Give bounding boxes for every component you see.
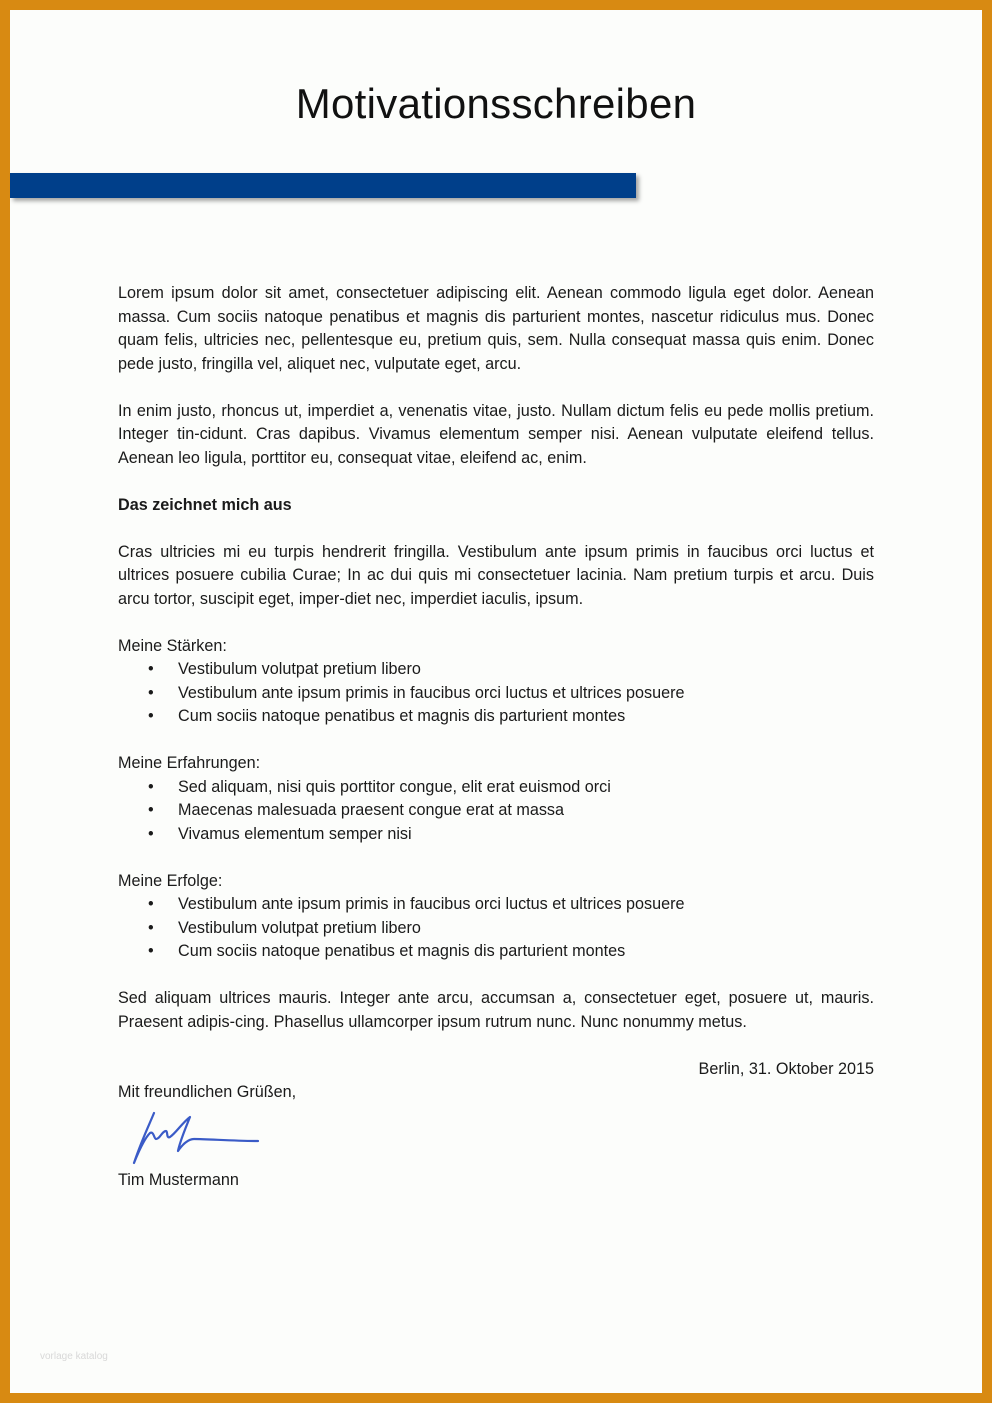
letter-body	[118, 282, 874, 1192]
list-item	[148, 940, 874, 964]
section-heading: Das zeichnet mich aus	[118, 495, 292, 514]
list-item	[148, 776, 874, 800]
bullet-icon: •	[148, 683, 154, 702]
paragraph-second: In enim justo, rhoncus ut, imperdiet a, venenatis vitae, justo. Nullam dictum felis eu pede mollis pretium. Integer tin-cidunt. Cras dapibus. Vivamus elementum semper nisi. Aenean vulputate eleifend tellus. Aenean leo ligula, porttitor eu, consequat vitae, eleifend ac, enim.	[118, 401, 874, 467]
bullet-icon: •	[148, 824, 154, 843]
list-item	[148, 823, 874, 847]
list-item-text: Vivamus elementum semper nisi	[178, 824, 412, 843]
document-page	[10, 10, 982, 1393]
paragraph-final: Sed aliquam ultrices mauris. Integer ante arcu, accumsan a, consectetuer eget, posuere ut, mauris. Praesent adipis-cing. Phasellus ullamcorper ipsum rutrum nunc. Nunc nonummy metus.	[118, 989, 874, 1031]
sender-name: Tim Mustermann	[118, 1170, 239, 1189]
bullet-icon: •	[148, 707, 154, 725]
paragraph-third: Cras ultricies mi eu turpis hendrerit fringilla. Vestibulum ante ipsum primis in faucibus orci luctus et ultrices posuere cubilia Curae; In ac dui quis mi consectetuer lacinia. Nam pretium turpis et arcu. Duis arcu tortor, suscipit eget, imper-diet nec, imperdiet iaculis, ipsum.	[118, 542, 874, 608]
list-staerken	[118, 658, 874, 729]
accent-bar	[10, 173, 636, 198]
signature-image	[124, 1109, 264, 1169]
list-item-text: Maecenas malesuada praesent congue erat at massa	[178, 801, 565, 819]
list-item	[148, 799, 874, 823]
bullet-icon: •	[148, 918, 154, 937]
list-item	[148, 658, 874, 682]
list-item-text: Cum sociis natoque penatibus et magnis dis parturient montes	[178, 942, 626, 960]
list-label-erfahrungen: Meine Erfahrungen:	[118, 754, 261, 772]
letter-date: Berlin, 31. Oktober 2015	[698, 1059, 874, 1078]
list-item	[148, 893, 874, 917]
paragraph-intro: Lorem ipsum dolor sit amet, consectetuer adipiscing elit. Aenean commodo ligula eget dolor. Aenean massa. Cum sociis natoque penatibus et magnis dis parturient montes, nascetur ridiculus mus. Donec quam felis, ultricies nec, pellentesque eu, pretium quis, sem. Nulla consequat massa quis enim. Donec pede justo, fringilla vel, aliquet nec, vulputate eget, arcu.	[118, 284, 874, 373]
bullet-icon: •	[148, 895, 154, 913]
letter-closing: Mit freundlichen Grüßen,	[118, 1083, 297, 1101]
list-item-text: Sed aliquam, nisi quis porttitor congue, elit erat euismod orci	[178, 777, 611, 796]
watermark: vorlage katalog	[40, 1351, 108, 1362]
list-item-text: Vestibulum ante ipsum primis in faucibus orci luctus et ultrices posuere	[178, 895, 685, 913]
list-item	[148, 917, 874, 941]
list-item-text: Vestibulum ante ipsum primis in faucibus orci luctus et ultrices posuere	[178, 683, 685, 702]
list-item	[148, 682, 874, 706]
list-erfolge	[118, 893, 874, 964]
list-item-text: Vestibulum volutpat pretium libero	[178, 660, 421, 678]
list-erfahrungen	[118, 776, 874, 847]
bullet-icon: •	[148, 942, 154, 960]
list-item-text: Vestibulum volutpat pretium libero	[178, 918, 421, 937]
bullet-icon: •	[148, 777, 154, 796]
document-title: Motivationsschreiben	[295, 80, 697, 127]
list-item	[148, 705, 874, 729]
list-item-text: Cum sociis natoque penatibus et magnis dis parturient montes	[178, 707, 626, 725]
bullet-icon: •	[148, 801, 154, 819]
bullet-icon: •	[148, 660, 154, 678]
list-label-erfolge: Meine Erfolge:	[118, 871, 223, 890]
list-label-staerken: Meine Stärken:	[118, 636, 227, 655]
